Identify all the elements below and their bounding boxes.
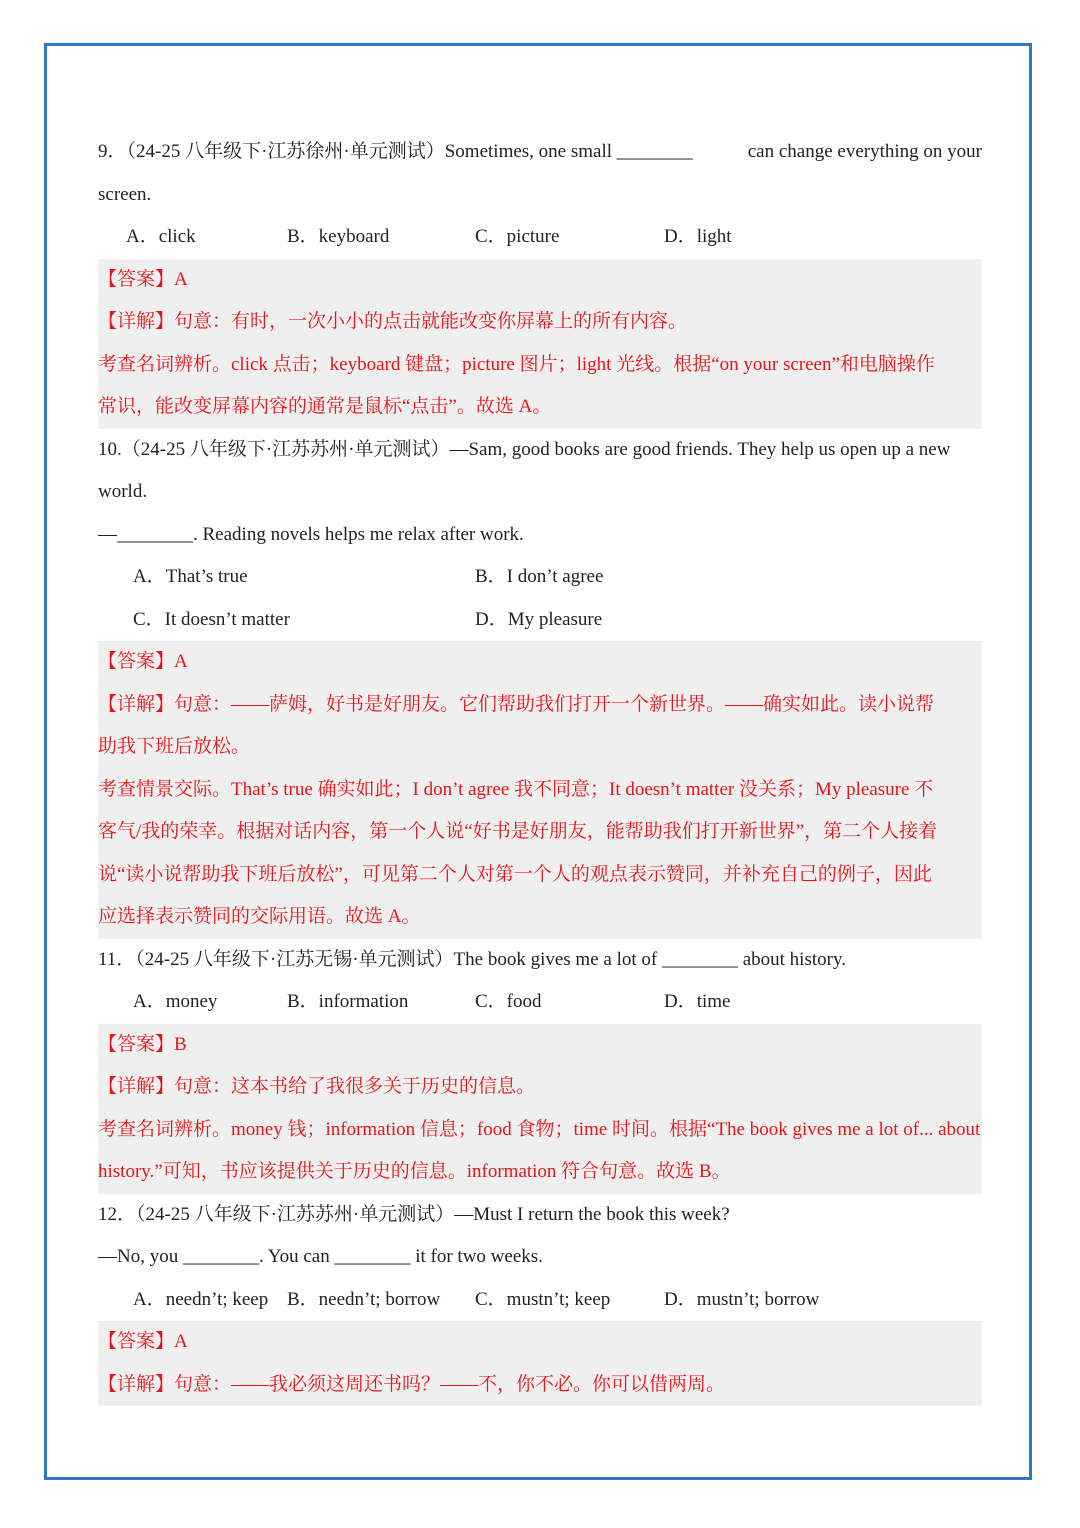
q11-analysis-line2: history.”可知，书应该提供关于历史的信息。information 符合句意。故选 B。: [98, 1161, 731, 1182]
q12-stem-line2: —No, you ________. You can ________ it for two weeks.: [98, 1246, 543, 1267]
q11-answer-block: [98, 1024, 982, 1194]
q10-analysis-line2: 客气/我的荣幸。根据对话内容，第一个人说“好书是好朋友，能帮助我们打开新世界”，第二个人接着: [98, 821, 938, 842]
q9-analysis-line1: 考查名词辨析。click 点击；keyboard 键盘；picture 图片；light 光线。根据“on your screen”和电脑操作: [98, 353, 935, 375]
q11-option-b: B．information: [287, 991, 409, 1012]
q10-analysis-line3: 说“读小说帮助我下班后放松”，可见第二个人对第一个人的观点表示赞同，并补充自己的例子，因此: [98, 863, 932, 885]
q12-answer-block: [98, 1321, 982, 1406]
q12-stem-line1: 12．（24-25 八年级下·江苏苏州·单元测试）—Must I return the book this week?: [98, 1203, 730, 1225]
q10-answer: 【答案】A: [98, 651, 188, 672]
q9-option-c: C．picture: [475, 226, 560, 247]
q10-option-d: D．My pleasure: [475, 608, 603, 630]
q9-option-d: D．light: [664, 226, 732, 247]
q10-detail-line1: 【详解】句意：——萨姆，好书是好朋友。它们帮助我们打开一个新世界。——确实如此。读小说帮: [98, 693, 935, 715]
q11-option-d: D．time: [664, 991, 731, 1012]
q10-option-b: B．I don’t agree: [475, 566, 604, 587]
q9-stem-right: can change everything on your: [747, 141, 982, 162]
q10-stem-line3: —________. Reading novels helps me relax after work.: [98, 523, 524, 545]
q12-option-a: A．needn’t; keep: [133, 1288, 269, 1310]
q12-answer: 【答案】A: [98, 1331, 188, 1352]
q10-option-c: C．It doesn’t matter: [133, 608, 290, 630]
q9-detail: 【详解】句意：有时，一次小小的点击就能改变你屏幕上的所有内容。: [98, 311, 688, 332]
q10-analysis-line4: 应选择表示赞同的交际用语。故选 A。: [98, 906, 421, 927]
q11-detail: 【详解】句意：这本书给了我很多关于历史的信息。: [98, 1076, 536, 1097]
q9-options: [98, 216, 982, 259]
q10-detail-line2: 助我下班后放松。: [98, 736, 251, 757]
q10-analysis-line1: 考查情景交际。That’s true 确实如此；I don’t agree 我不同意；It doesn’t matter 没关系；My pleasure 不: [98, 778, 934, 800]
q9-analysis-line2: 常识，能改变屏幕内容的通常是鼠标“点击”。故选 A。: [98, 396, 552, 417]
q10-option-a: A．That’s true: [133, 566, 248, 587]
q9-answer: 【答案】A: [98, 268, 188, 290]
q10-stem-line2: world.: [98, 481, 148, 502]
q9-stem-line2: screen.: [98, 183, 152, 205]
q10-options-row2: [98, 599, 982, 642]
q11-answer: 【答案】B: [98, 1033, 187, 1055]
q9-option-a: A．click: [126, 226, 196, 247]
q12-options: [98, 1279, 982, 1322]
q11-options: [98, 981, 982, 1024]
q9-answer-block: [98, 259, 982, 429]
q11-option-c: C．food: [475, 991, 542, 1012]
worksheet-content: [98, 131, 982, 1406]
q10-options-row1: [98, 556, 982, 599]
q12-option-b: B．needn’t; borrow: [287, 1288, 441, 1310]
q12-option-c: C．mustn’t; keep: [475, 1288, 611, 1310]
q11-option-a: A．money: [133, 991, 218, 1012]
q9-option-b: B．keyboard: [287, 226, 390, 247]
q9-stem-left: 9．（24-25 八年级下·江苏徐州·单元测试）Sometimes, one small ________: [98, 141, 693, 162]
q12-detail: 【详解】句意：——我必须这周还书吗？——不，你不必。你可以借两周。: [98, 1373, 726, 1395]
q10-answer-block: [98, 641, 982, 939]
q12-option-d: D．mustn’t; borrow: [664, 1288, 820, 1310]
q11-stem: 11．（24-25 八年级下·江苏无锡·单元测试）The book gives me a lot of ________ about history.: [98, 948, 846, 970]
q9-stem-line1: [98, 131, 982, 174]
q10-stem-line1: 10.（24-25 八年级下·江苏苏州·单元测试）—Sam, good books are good friends. They help us open up a new: [98, 438, 951, 460]
q11-analysis-line1: 考查名词辨析。money 钱；information 信息；food 食物；time 时间。根据“The book gives me a lot of... about: [98, 1118, 981, 1140]
